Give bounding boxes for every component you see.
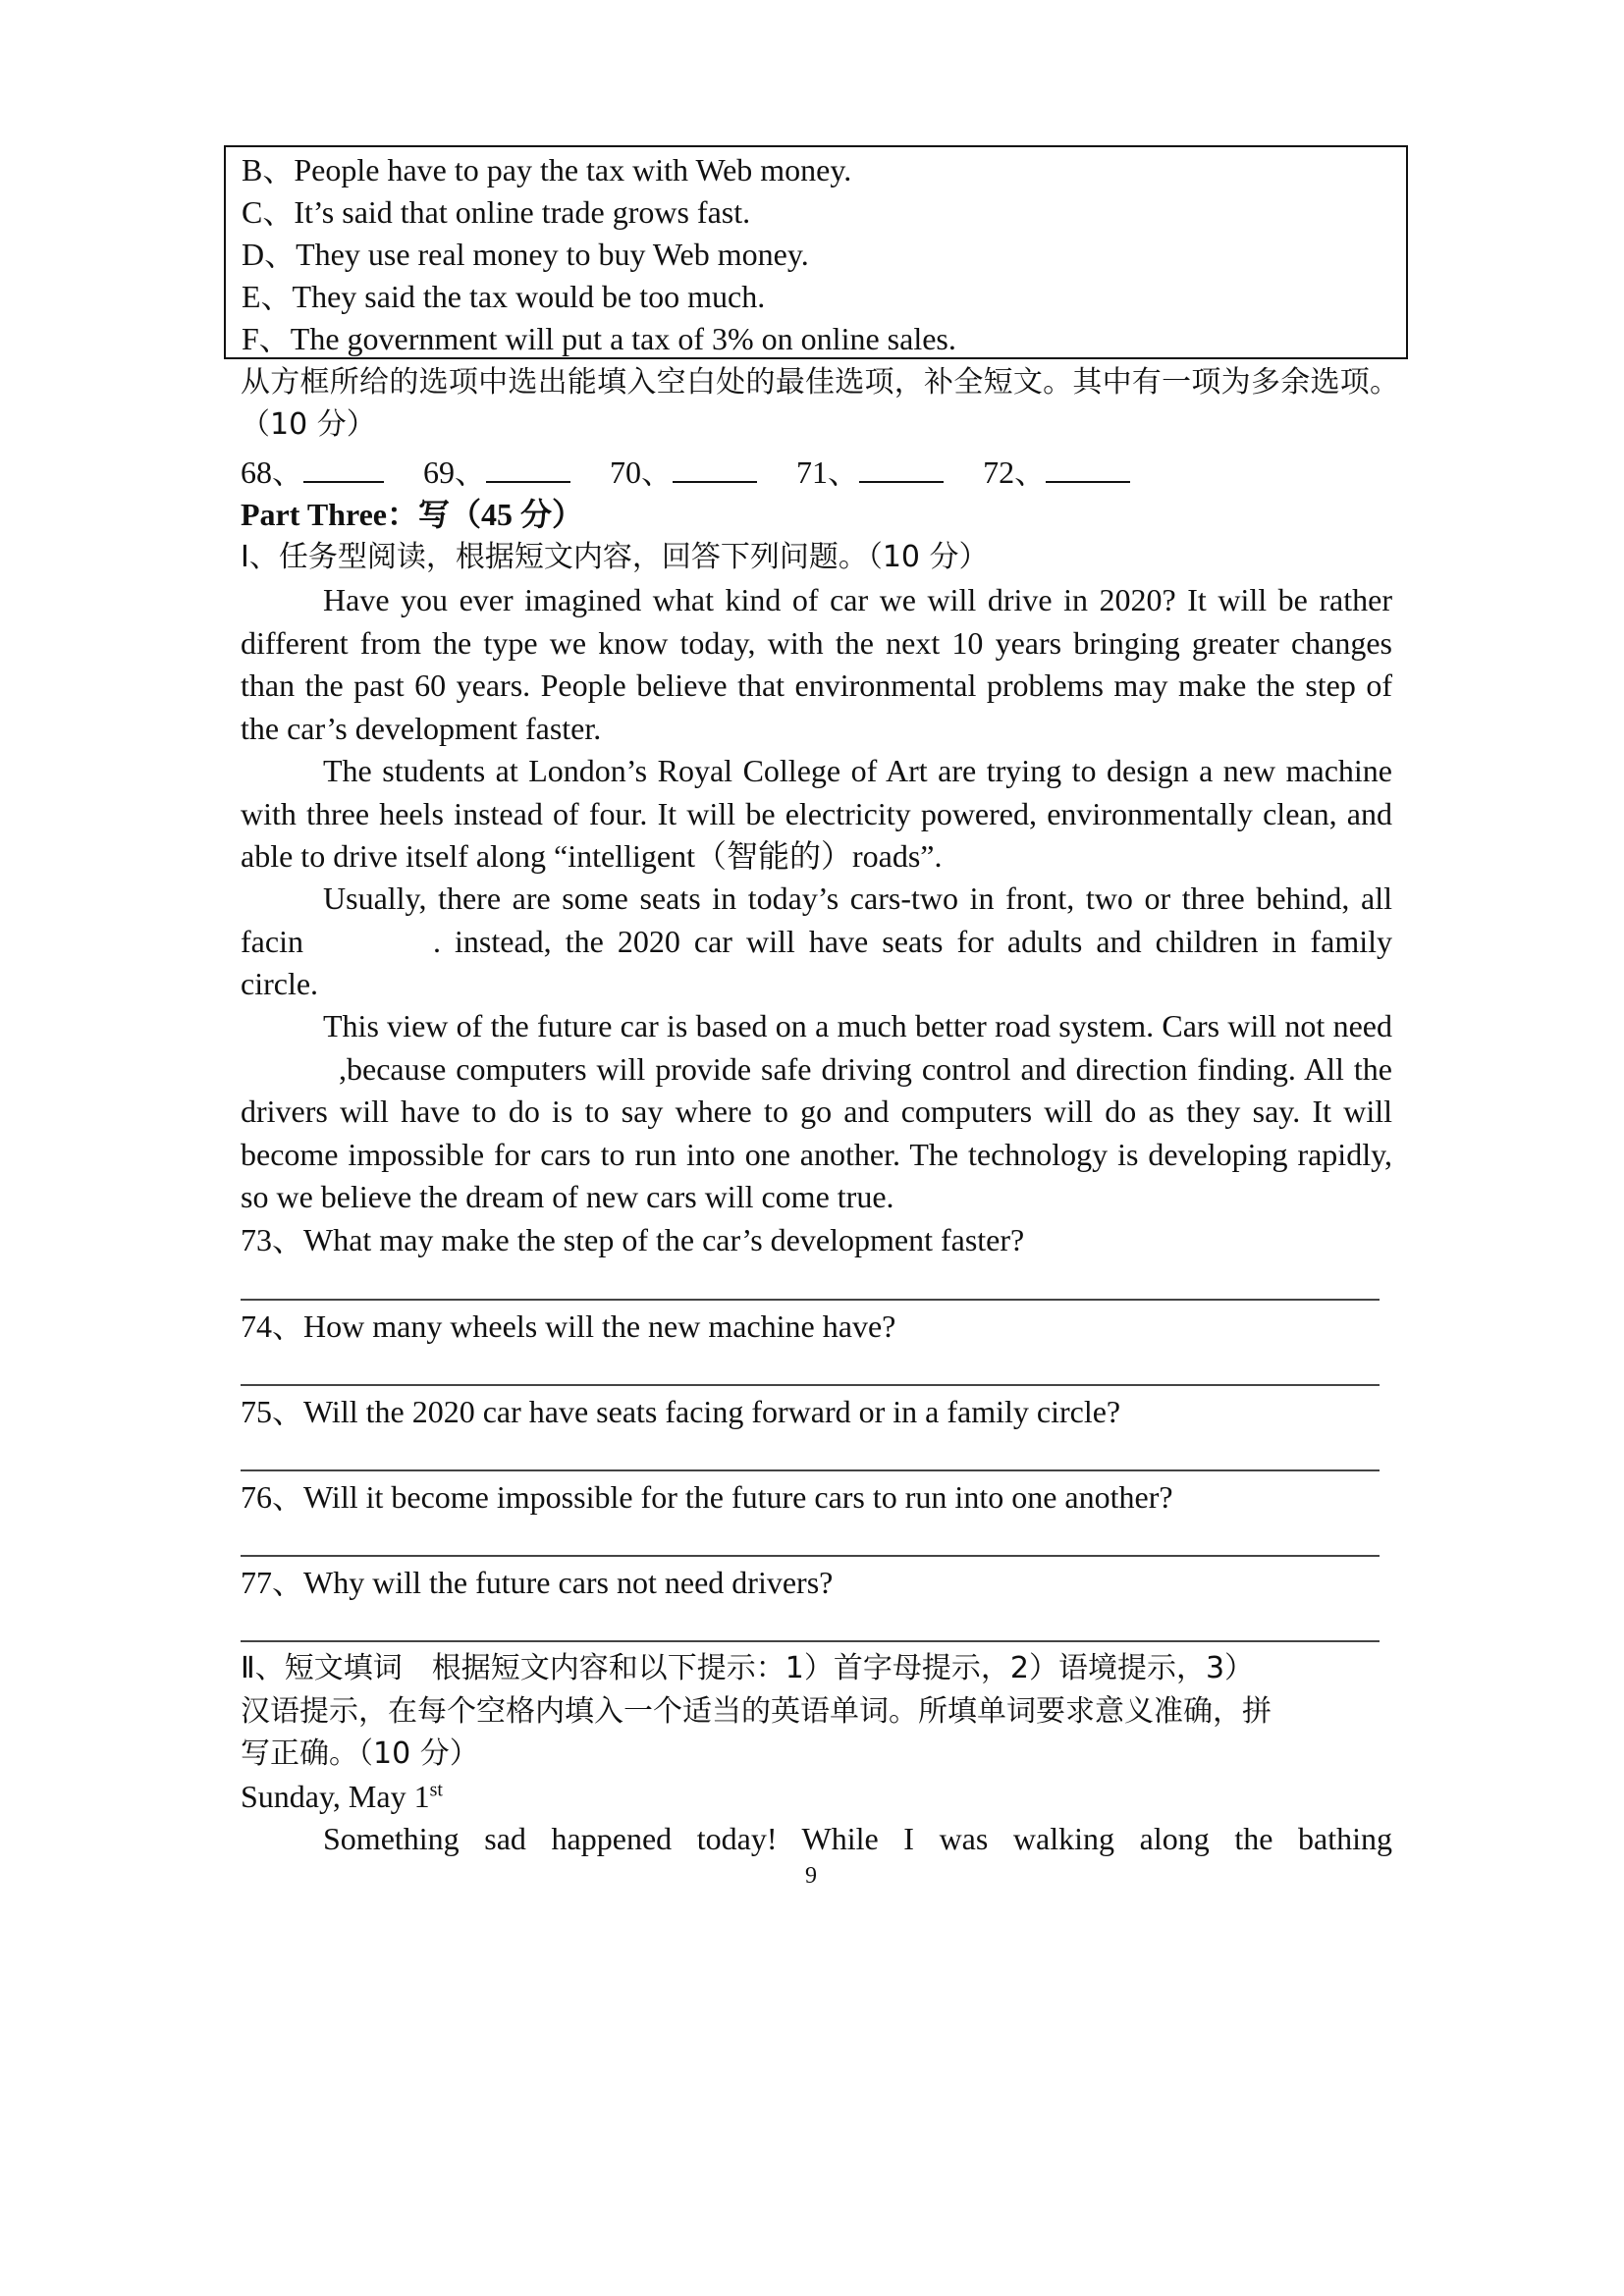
question-74: 74、How many wheels will the new machine have? [241,1308,896,1344]
passage-p4-text-b: ,because computers will provide safe driving control and direction finding. All the drivers will have to do is to say where to go and computers will do as they say. It will become impossible for cars to run into one another. The technology is developing rapidly, so we believe the dream of new cars will come true. [241,1050,1392,1215]
passage-paragraph-2 [241,750,1392,879]
question-77: 77、Why will the future cars not need drivers? [241,1565,834,1600]
passage-paragraph-1 [241,579,1392,750]
answer-line-73[interactable] [241,1299,1380,1301]
passage-p4-text-a: This view of the future car is based on a much better road system. Cars will not need [323,1008,1392,1043]
question-76: 76、Will it become impossible for the future cars to run into one another? [241,1479,1173,1515]
passage-p3-text-b: . instead, the 2020 car will have seats for adults and children in family circle. [241,923,1392,1002]
section-two-title-line-3: 写正确。（10 分） [241,1736,479,1771]
question-75: 75、Will the 2020 car have seats facing forward or in a family circle? [241,1394,1121,1429]
part-three-title: Part Three：写（45 分） [241,497,584,532]
diary-date [241,1776,443,1818]
option-b: B、People have to pay the tax with Web money. [242,152,852,187]
answer-label-69: 69、 [423,454,487,490]
option-d: D、They use real money to buy Web money. [242,237,809,272]
diary-text: Something sad happened today! While I was walking along the bathing [323,1821,1392,1856]
answer-label-72: 72、 [983,454,1047,490]
question-73: 73、What may make the step of the car’s development faster? [241,1222,1025,1257]
answer-blank-72[interactable] [1046,454,1130,483]
diary-date-suffix: st [429,1779,443,1801]
passage-p2-text: The students at London’s Royal College of Art are trying to design a new machine with three heels instead of four. It will be electricity powered, environmentally clean, and able to drive itself along “intelligent（智能的）roads”. [241,753,1392,875]
answer-label-68: 68、 [241,454,304,490]
options-box [224,145,1408,359]
diary-paragraph [241,1818,1392,1861]
answer-blank-71[interactable] [859,454,944,483]
fill-instruction: 从方框所给的选项中选出能填入空白处的最佳选项，补全短文。其中有一项为多余选项。（10 分） [241,365,1399,442]
diary-date-text: Sunday, May 1 [241,1779,430,1814]
answer-line-74[interactable] [241,1384,1380,1386]
answer-blank-68[interactable] [303,454,384,483]
answer-line-77[interactable] [241,1640,1380,1642]
answer-line-75[interactable] [241,1469,1380,1471]
answer-row [241,452,1130,494]
section-two-title-line-2: 汉语提示，在每个空格内填入一个适当的英语单词。所填单词要求意义准确，拼 [241,1694,1272,1729]
answer-label-71: 71、 [796,454,860,490]
section-two-title-line-1: Ⅱ、短文填词 根据短文内容和以下提示：1）首字母提示，2）语境提示，3） [241,1651,1255,1685]
answer-label-70: 70、 [610,454,674,490]
answer-blank-69[interactable] [486,454,570,483]
section-one-title: Ⅰ、任务型阅读，根据短文内容，回答下列问题。（10 分） [241,540,989,574]
option-e: E、They said the tax would be too much. [242,279,766,314]
passage-paragraph-3 [241,878,1392,1006]
option-c: C、It’s said that online trade grows fast. [242,194,751,230]
passage-p3-text-a: Usually, there are some seats in today’s cars-two in front, two or three behind, all facin [241,881,1392,959]
option-f: F、The government will put a tax of 3% on online sales. [242,321,956,356]
passage-p1-text: Have you ever imagined what kind of car we will drive in 2020? It will be rather different from the type we know today, with the next 10 years bringing greater changes than the past 60 years. People believe that environmental problems may make the step of the car’s development faster. [241,582,1392,746]
answer-blank-70[interactable] [673,454,757,483]
page-number: 9 [805,1863,817,1889]
answer-line-76[interactable] [241,1555,1380,1557]
passage-paragraph-4 [241,1005,1392,1219]
